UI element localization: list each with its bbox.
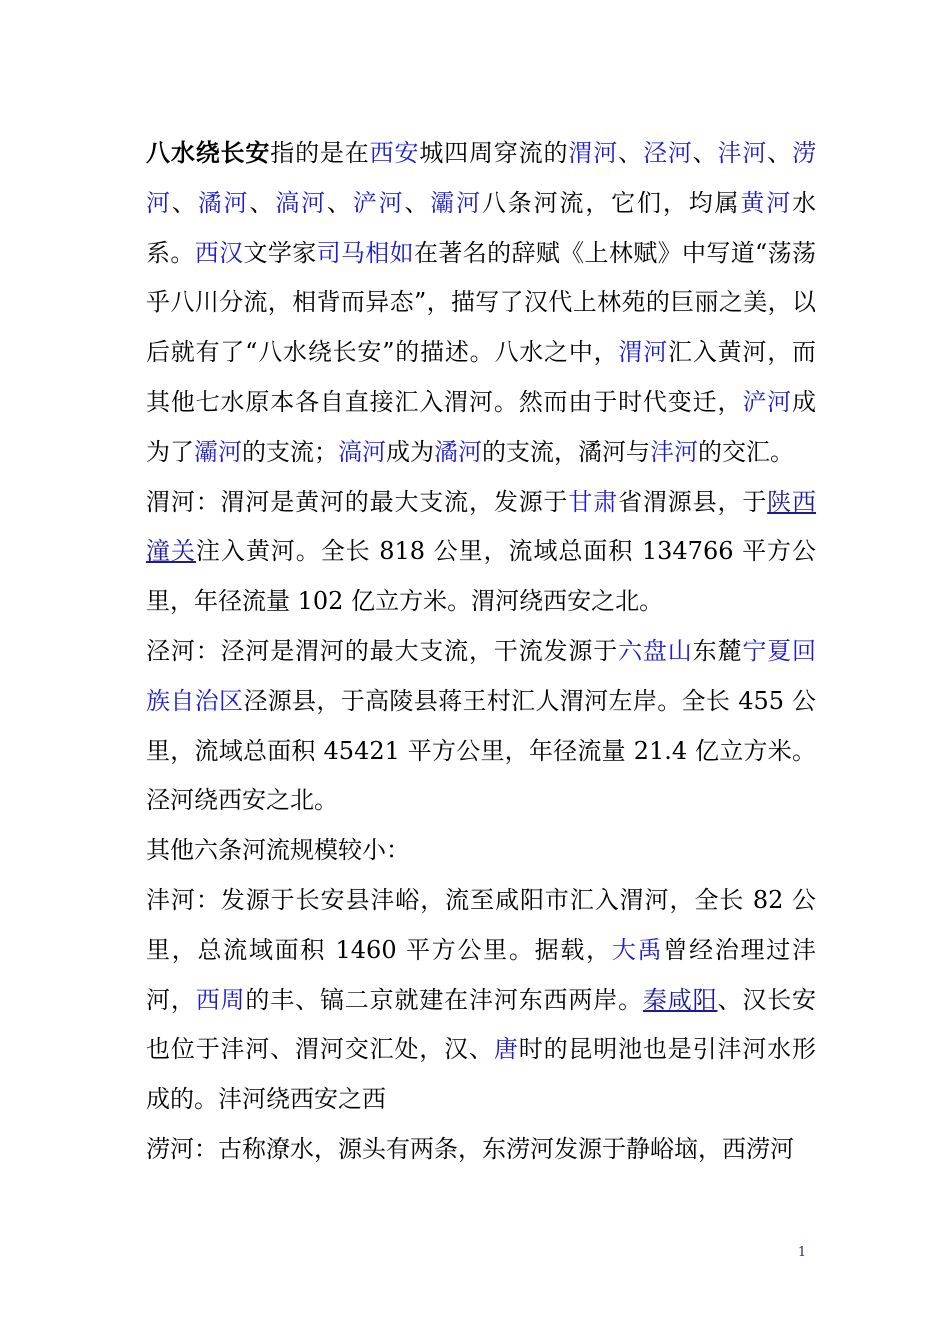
paragraph-jinghe — [146, 627, 816, 826]
text-run: 、 — [326, 188, 353, 217]
hyperlink[interactable]: 涝河 — [146, 139, 817, 217]
text-run: 、 — [767, 139, 793, 167]
page-number: 1 — [797, 1245, 807, 1260]
paragraph-intro — [146, 128, 816, 478]
hyperlink[interactable]: 秦咸阳 — [642, 985, 718, 1014]
hyperlink[interactable]: 西周 — [195, 985, 246, 1014]
hyperlink[interactable]: 滈河 — [275, 188, 327, 217]
hyperlink[interactable]: 唐 — [493, 1035, 519, 1064]
hyperlink[interactable]: 泾河 — [642, 139, 693, 167]
hyperlink[interactable]: 甘肃 — [568, 487, 619, 516]
text-run: 八条河流，它们，均属 — [481, 188, 741, 217]
hyperlink[interactable]: 渭河 — [618, 338, 669, 367]
text-run: 注入黄河。全长 818 公里，流域总面积 134766 平方公里，年径流量 102 亿立方米。渭河绕西安之北。 — [146, 537, 816, 616]
text-run: 水系。 — [146, 188, 817, 267]
text-run: 、 — [692, 139, 718, 167]
hyperlink[interactable]: 潏河 — [434, 437, 482, 466]
text-run: 、汉长安也位于沣河、渭河交汇处，汉、 — [146, 985, 817, 1064]
document-body — [146, 128, 816, 1175]
text-run: 、 — [618, 139, 643, 167]
text-run: 城四周穿流的 — [419, 139, 569, 167]
text-run: 省渭源县，于 — [618, 487, 768, 516]
text-run: 沣河：发源于长安县沣峪，流至咸阳市汇入渭河，全长 82 公里，总流域面积 1460 平方公里。据载， — [146, 885, 816, 964]
paragraph-weihe — [146, 478, 816, 627]
hyperlink[interactable]: 灞河 — [194, 437, 242, 466]
text-run: 涝河：古称潦水，源头有两条，东涝河发源于静峪垴，西涝河 — [146, 1134, 794, 1163]
text-run: 时的昆明池也是引沣河水形成的。沣河绕西安之西 — [146, 1035, 817, 1114]
hyperlink[interactable]: 渭河 — [568, 139, 619, 167]
paragraph-fenghe — [146, 876, 816, 1125]
text-run: 在著名的辞赋《上林赋》中写道“荡荡乎八川分流，相背而异态”，描写了汉代上林苑的巨丽之美，以后就有了“八水绕长安”的描述。八水之中， — [146, 238, 817, 367]
hyperlink[interactable]: 宁夏回族自治区 — [146, 636, 817, 715]
hyperlink[interactable]: 司马相如 — [316, 238, 415, 267]
hyperlink[interactable]: 六盘山 — [618, 636, 693, 665]
text-run: 成为了 — [146, 387, 817, 466]
text-run: 成为 — [386, 437, 434, 466]
hyperlink[interactable]: 大禹 — [611, 935, 664, 964]
paragraph-others-intro — [146, 826, 816, 876]
hyperlink[interactable]: 浐河 — [352, 188, 405, 217]
paragraph-laohe — [146, 1125, 816, 1175]
text-run: 泾河：泾河是渭河的最大支流，干流发源于 — [146, 636, 619, 665]
hyperlink[interactable]: 潏河 — [197, 188, 250, 217]
text-run: 其他六条河流规模较小： — [146, 836, 410, 865]
text-run: 文学家 — [243, 238, 317, 267]
hyperlink[interactable]: 灞河 — [430, 188, 482, 217]
text-run: 泾源县，于高陵县蒋王村汇人渭河左岸。全长 455 公里，流域总面积 45421 平方公里，年径流量 21.4 亿立方米。泾河绕西安之北。 — [146, 686, 816, 815]
hyperlink[interactable]: 西安 — [369, 139, 420, 167]
text-run: 曾经治理过沣河， — [146, 935, 817, 1014]
text-run: 的支流，潏河与 — [482, 437, 650, 466]
text-run: 汇入黄河，而其他七水原本各自直接汇入渭河。然而由于时代变迁， — [146, 338, 817, 416]
text-run: 东麓 — [692, 636, 743, 665]
text-run: 的交汇。 — [698, 437, 794, 466]
text-run: 、 — [249, 188, 276, 217]
text-run: 渭河：渭河是黄河的最大支流，发源于 — [146, 487, 569, 516]
hyperlink[interactable]: 黄河 — [740, 188, 793, 217]
text-run: 、 — [404, 188, 431, 217]
text-run: 的支流； — [242, 437, 338, 466]
hyperlink[interactable]: 滈河 — [338, 437, 386, 466]
hyperlink[interactable]: 浐河 — [742, 387, 793, 416]
hyperlink[interactable]: 西汉 — [194, 238, 244, 267]
bold-term: 八水绕长安 — [146, 138, 271, 167]
hyperlink[interactable]: 沣河 — [717, 139, 768, 167]
text-run: 指的是在 — [270, 139, 370, 167]
hyperlink[interactable]: 沣河 — [650, 437, 698, 466]
text-run: 、 — [171, 188, 198, 217]
hyperlink[interactable]: 陕西潼关 — [146, 487, 817, 566]
text-run: 的丰、镐二京就建在沣河东西两岸。 — [245, 985, 643, 1014]
